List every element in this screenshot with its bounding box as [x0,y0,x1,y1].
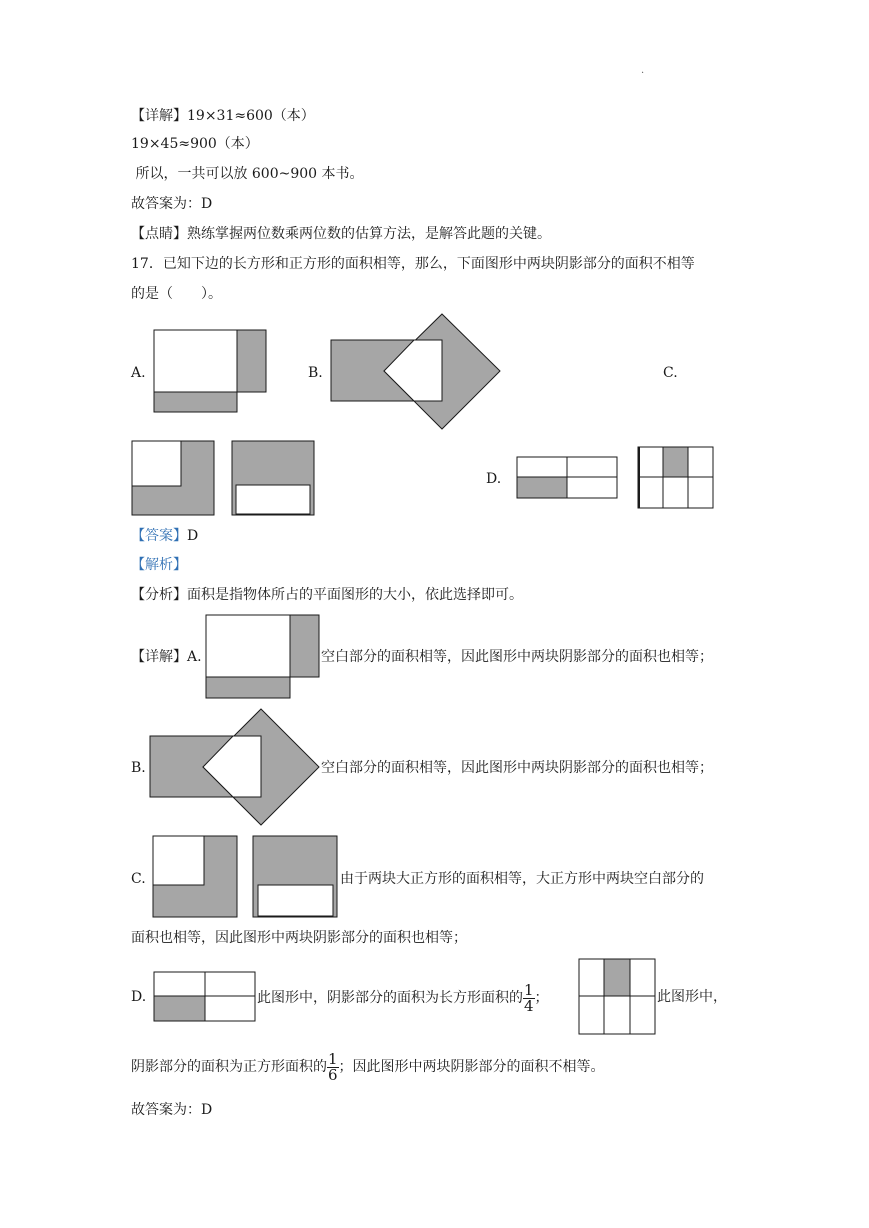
answer-prev-line: 故答案为：D [131,196,213,212]
white-rect [258,885,333,916]
fraction-one-quarter [523,980,535,1015]
explain-a-label: A. [187,649,202,665]
option-c-figure-right [231,440,316,517]
option-b-label: B. [308,365,323,381]
question-17-line1: 17．已知下边的长方形和正方形的面积相等，那么，下面图形中两块阴影部分的面积不相等 [131,256,695,272]
explain-b-label: B. [131,760,146,776]
shade-right-strip [290,615,319,677]
explain-a-tag: 【详解】 [131,649,187,665]
fraction-denominator: 4 [524,996,534,1015]
explain-d-line2 [131,1047,605,1087]
answer-line [131,526,198,546]
fraction-numerator: 1 [524,980,534,999]
fenxi-line [131,585,523,605]
tip-text: 熟练掌握两位数乘两位数的估算方法，是解答此题的关键。 [187,226,551,242]
explain-d-line1 [257,978,549,1018]
option-b-figure [330,313,502,430]
shade-bottom-strip [154,392,237,412]
detail-prev-text: 19×31≈600（本） [187,108,315,124]
explain-b-text: 空白部分的面积相等，因此图形中两块阴影部分的面积也相等； [321,760,713,776]
fraction-one-sixth [327,1049,339,1084]
option-d-figure-rect [516,456,620,500]
analysis-tag: 【解析】 [131,557,187,573]
fenxi-tag: 【分析】 [131,587,187,603]
explain-a-prefix [131,647,202,667]
option-c-label: C. [663,365,678,381]
explain-d-sep: ； [534,990,549,1006]
fraction-numerator: 1 [328,1049,338,1068]
question-17-line2: 的是（ ）。 [131,286,222,302]
shade-quarter [154,996,205,1021]
option-d-label: D. [486,471,502,487]
white-rect [206,615,290,677]
explain-c-text2: 面积也相等，因此图形中两块阴影部分的面积也相等； [131,930,467,946]
explain-d-text2: 此图形中， [657,989,727,1005]
detail-prev-tag: 【详解】 [131,108,187,124]
white-square [132,441,181,486]
fraction-denominator: 6 [328,1065,338,1084]
option-a-figure [153,329,268,414]
answer-tag: 【答案】 [131,528,187,544]
detail-prev-line [131,106,315,126]
shade-quarter [517,477,567,498]
fenxi-text: 面积是指物体所占的平面图形的大小，依此选择即可。 [187,587,523,603]
explain-d-text4: ；因此图形中两块阴影部分的面积不相等。 [338,1059,605,1075]
calc-line: 19×45≈900（本） [131,136,259,152]
white-rect [154,330,237,392]
white-square [153,836,204,885]
explain-c-label: C. [131,871,146,887]
answer-value: D [187,528,199,544]
tip-tag: 【点睛】 [131,226,187,242]
option-c-figure-left [131,440,216,517]
explain-b-figure [149,708,321,826]
explain-d-text1: 此图形中，阴影部分的面积为长方形面积的 [257,990,523,1006]
explain-c-text1: 由于两块大正方形的面积相等，大正方形中两块空白部分的 [340,871,704,887]
white-rect [236,485,310,514]
header-mark: · [641,68,645,79]
explain-d-figure-rect [153,971,257,1023]
option-a-label: A. [131,365,146,381]
explain-d-label: D. [131,989,147,1005]
final-answer: 故答案为：D [131,1102,213,1118]
shade-sixth [604,959,630,996]
explain-d-figure-square [578,958,657,1036]
explain-c-figure-right [252,835,339,919]
shade-bottom-strip [206,677,290,698]
tip-line [131,224,551,244]
explain-c-figure-left [152,835,239,919]
explain-a-figure [205,614,321,700]
so-line: 所以，一共可以放 600~900 本书。 [131,166,364,182]
explain-d-text3: 阴影部分的面积为正方形面积的 [131,1059,327,1075]
shade-sixth [663,447,688,477]
shade-right-strip [236,330,266,392]
option-d-figure-square [637,446,715,510]
explain-a-text: 空白部分的面积相等，因此图形中两块阴影部分的面积也相等； [321,649,713,665]
